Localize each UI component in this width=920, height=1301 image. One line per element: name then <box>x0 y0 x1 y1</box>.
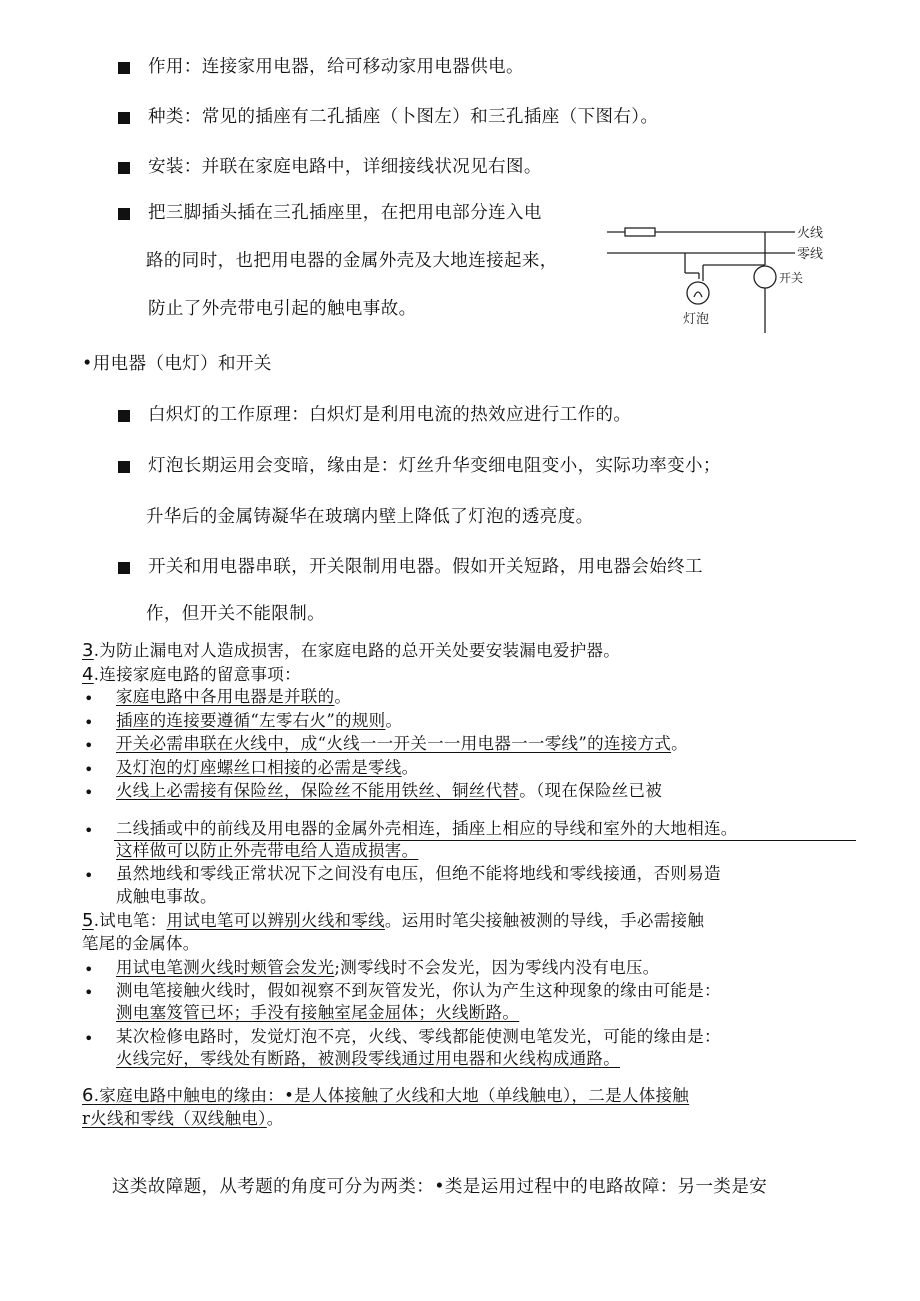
bullet-square <box>118 208 130 220</box>
wiring-rule-1: 家庭电路中各用电器是并联的。 <box>116 687 352 706</box>
wiring-rule-2: 插座的连接要遵循“左零右火”的规则。 <box>116 711 403 730</box>
point-4-text: .连接家庭电路的留意事项： <box>93 665 301 684</box>
point-5: 5.试电笔：用试电笔可以辨别火线和零线。运用时笔尖接触被测的导线，手必需接触 <box>82 910 705 931</box>
live-wire-label: 火线 <box>797 226 824 241</box>
point-number: 3 <box>82 640 94 661</box>
bullet-dot: • <box>84 713 94 732</box>
point-number: 4 <box>82 664 94 685</box>
bullet-dot: • <box>84 783 94 802</box>
bulb-dimming-line-2: 升华后的金属铸凝华在玻璃内壁上降低了灯泡的透亮度。 <box>146 507 594 527</box>
point-5-line-2: 笔尾的金属体。 <box>82 934 200 953</box>
grounding-line-2: 路的同时，也把用电器的金属外壳及大地连接起来， <box>146 251 558 271</box>
grounding-line-1: 把三脚插头插在三孔插座里，在把用电部分连入电 <box>148 203 542 223</box>
point-6-line-2: r火线和零线（双线触电）。 <box>82 1109 284 1128</box>
wiring-rule-3: 开关必需串联在火线中，成“火线一一开关一一用电器一一零线”的连接方式。 <box>116 734 688 753</box>
point-number: 5 <box>82 910 94 931</box>
switch-series-line-1: 开关和用电器串联，开关限制用电器。假如开关短路，用电器会始终工 <box>148 557 703 577</box>
fuse-rule: 火线上必需接有保险丝，保险丝不能用铁丝、铜丝代替。（现在保险丝已被 <box>116 781 663 800</box>
ground-rule-line-2: 这样做可以防止外壳带电给人造成损害。 <box>116 841 419 860</box>
test-pen-live: 用试电笔测火线时颊管会发光;测零线时不会发光，因为零线内没有电压。 <box>116 958 660 977</box>
neutral-ground-line-2: 成触电事故。 <box>116 887 217 906</box>
switch-label: 开关 <box>779 271 804 285</box>
bullet-dot: • <box>84 1029 94 1048</box>
bullet-dot: • <box>84 960 94 979</box>
grounding-line-3: 防止了外壳带电引起的触电事故。 <box>148 299 417 319</box>
repair-case-line-2: 火线完好，零线处有断路，被测段零线通过用电器和火线构成通路。 <box>116 1049 620 1068</box>
bulb-label: 灯泡 <box>683 312 710 327</box>
wiring-diagram <box>605 215 835 335</box>
section-heading-appliances: •用电器（电灯）和开关 <box>82 354 272 374</box>
point-4 <box>82 666 301 684</box>
point-3-text: .为防止漏电对人造成损害，在家庭电路的总开关处要安装漏电爱护器。 <box>93 641 621 660</box>
repair-case-line-1: 某次检修电路时，发觉灯泡不亮，火线、零线都能使测电笔发光，可能的缘由是： <box>116 1027 721 1046</box>
socket-types-text: 种类：常见的插座有二孔插座（卜图左）和三孔插座（下图右）。 <box>148 107 659 127</box>
bullet-dot: • <box>84 866 94 885</box>
bullet-square <box>118 461 130 473</box>
bullet-square <box>118 562 130 574</box>
bullet-dot: • <box>84 689 94 708</box>
bullet-square <box>118 162 130 174</box>
ground-rule-line-1: 二线插或中的前线及用电器的金属外壳相连，插座上相应的导线和室外的大地相连。 <box>116 819 738 838</box>
socket-install-text: 安装：并联在家庭电路中，详细接线状况见右图。 <box>148 157 542 177</box>
point-3 <box>82 642 620 660</box>
bullet-dot: • <box>84 821 94 840</box>
bullet-dot: • <box>84 736 94 755</box>
wiring-rule-4: 及灯泡的灯座螺丝口相接的必需是零线。 <box>116 758 419 777</box>
test-pen-fault-line-2: 测电塞笈管已坏；手没有接触室尾金屈体；火线断路。 <box>116 1003 520 1022</box>
bullet-dot: • <box>84 760 94 779</box>
neutral-ground-line-1: 虽然地线和零线正常状况下之间没有电压，但绝不能将地线和零线接通，否则易造 <box>116 864 721 883</box>
socket-function-text: 作用：连接家用电器，给可移动家用电器供电。 <box>148 57 524 77</box>
bullet-square <box>118 62 130 74</box>
bullet-square <box>118 112 130 124</box>
closing-paragraph: 这类故障题，从考题的角度可分为两类：•类是运用过程中的电路故障：另一类是安 <box>112 1177 768 1197</box>
point-number: 6 <box>82 1085 94 1106</box>
bullet-square <box>118 410 130 422</box>
bullet-dot: • <box>84 983 94 1002</box>
bulb-dimming-line-1: 灯泡长期运用会变暗，缘由是：灯丝升华变细电阻变小，实际功率变小； <box>148 456 721 476</box>
test-pen-fault-line-1: 测电笔接触火线时，假如视察不到灰管发光，你认为产生这种现象的缘由可能是： <box>116 981 721 1000</box>
incandescent-principle-text: 白炽灯的工作原理：白炽灯是利用电流的热效应进行工作的。 <box>148 405 632 425</box>
switch-series-line-2: 作，但开关不能限制。 <box>146 604 325 624</box>
point-6-line-1: 6.家庭电路中触电的缘由：•是人体接触了火线和大地（单线触电），二是人体接触 <box>82 1085 690 1106</box>
neutral-wire-label: 零线 <box>797 247 824 262</box>
